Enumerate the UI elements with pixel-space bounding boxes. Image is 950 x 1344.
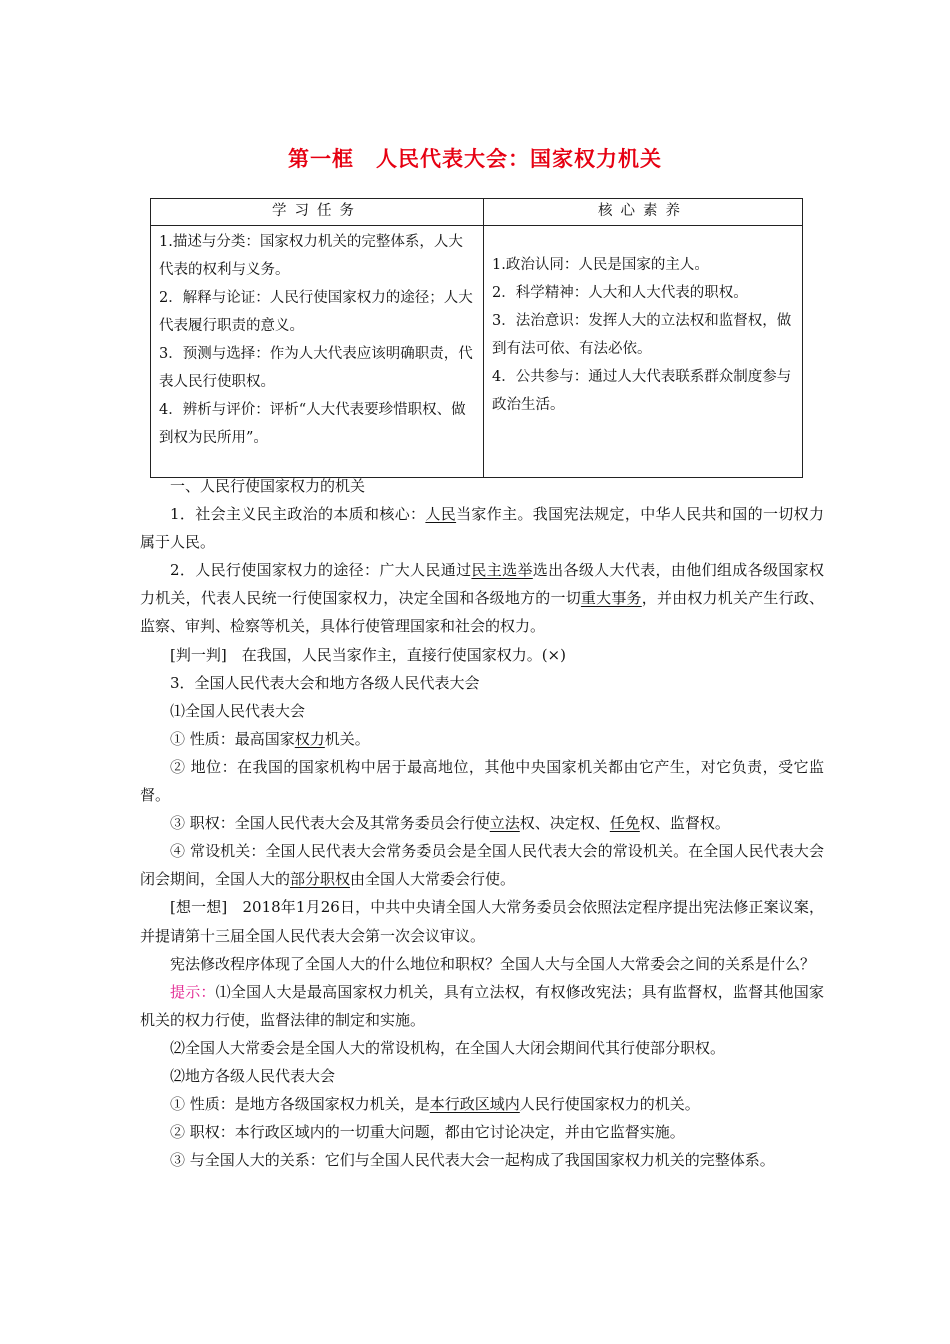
underlined-term: 人民 — [425, 505, 457, 524]
paragraph-channels: 2．人民行使国家权力的途径：广大人民通过民主选举选出各级人大代表，由他们组成各级国家权力机关，代表人民统一行使国家权力，决定全国和各级地方的一切重大事务，并由权力机关产生行政、监察、审判、检察等机关，具体行使管理国家和社会的权力。 — [140, 561, 824, 636]
underlined-term: 民主选举 — [471, 561, 533, 580]
underlined-term: 部分职权 — [290, 870, 351, 889]
section-heading: 一、人民行使国家权力的机关 — [170, 477, 366, 495]
subheading-congresses: 3．全国人民代表大会和地方各级人民代表大会 — [170, 673, 480, 692]
learning-objectives-table — [150, 198, 803, 478]
task-item: 3．预测与选择：作为人大代表应该明确职责，代表人民行使职权。 — [159, 346, 473, 390]
subheading-npc: ⑴全国人民代表大会 — [170, 701, 306, 720]
underlined-term: 权力 — [294, 729, 325, 748]
local-powers: ② 职权：本行政区域内的一切重大问题，都由它讨论决定，并由它监督实施。 — [170, 1123, 685, 1142]
npc-status: ② 地位：在我国的国家机构中居于最高地位，其他中央国家机关都由它产生，对它负责，受它监督。 — [140, 757, 824, 805]
hint-label: 提示： — [170, 982, 216, 1001]
npc-nature: ① 性质：最高国家权力机关。 — [170, 729, 370, 748]
competencies-cell — [484, 226, 803, 478]
local-relationship: ③ 与全国人大的关系：它们与全国人民代表大会一起构成了我国国家权力机关的完整体系。 — [170, 1151, 775, 1170]
hint-paragraph-2: ⑵全国人大常委会是全国人大的常设机构，在全国人大闭会期间代其行使部分职权。 — [170, 1038, 726, 1057]
think-exercise: [想一想] 2018年1月26日，中共中央请全国人大常务委员会依照法定程序提出宪法修正案议案，并提请第十三届全国人民代表大会第一次会议审议。 — [140, 898, 824, 945]
task-item: 1.描述与分类：国家权力机关的完整体系，人大代表的权利与义务。 — [159, 234, 463, 278]
local-nature: ① 性质：是地方各级国家权力机关，是本行政区域内人民行使国家权力的机关。 — [170, 1095, 700, 1114]
task-item: 4．辨析与评价：评析“人大代表要珍惜职权、做到权为民所用”。 — [159, 402, 466, 446]
npc-powers: ③ 职权：全国人民代表大会及其常务委员会行使立法权、决定权、任免权、监督权。 — [170, 814, 730, 833]
tasks-cell — [151, 226, 484, 478]
subheading-local-congress: ⑵地方各级人民代表大会 — [170, 1066, 336, 1085]
underlined-term: 重大事务 — [580, 589, 642, 608]
think-question: 宪法修改程序体现了全国人大的什么地位和职权？全国人大与全国人大常委会之间的关系是什么？ — [170, 954, 816, 973]
table-header-tasks: 学习任务 — [151, 199, 484, 226]
judge-exercise: [判一判] 在我国，人民当家作主，直接行使国家权力。(×) — [170, 645, 566, 664]
paragraph-essence: 1．社会主义民主政治的本质和核心：人民当家作主。我国宪法规定，中华人民共和国的一切权力属于人民。 — [140, 505, 824, 552]
hint-paragraph: 提示：⑴全国人大是最高国家权力机关，具有立法权，有权修改宪法；具有监督权，监督其他国家机关的权力行使，监督法律的制定和实施。 — [140, 982, 824, 1029]
competency-item: 1.政治认同：人民是国家的主人。 — [492, 257, 709, 273]
underlined-term: 本行政区域内 — [429, 1095, 520, 1114]
competency-item: 4．公共参与：通过人大代表联系群众制度参与政治生活。 — [492, 369, 792, 413]
underlined-term: 立法 — [489, 814, 520, 833]
npc-standing-organ: ④ 常设机关：全国人民代表大会常务委员会是全国人民代表大会的常设机关。在全国人民代表大会闭会期间，全国人大的部分职权由全国人大常委会行使。 — [140, 842, 824, 889]
competency-item: 2．科学精神：人大和人大代表的职权。 — [492, 285, 748, 301]
task-item: 2．解释与论证：人民行使国家权力的途径；人大代表履行职责的意义。 — [159, 290, 473, 334]
document-body — [140, 472, 824, 1174]
competency-item: 3．法治意识：发挥人大的立法权和监督权，做到有法可依、有法必依。 — [492, 313, 792, 357]
page-title: 第一框 人民代表大会：国家权力机关 — [288, 147, 662, 171]
table-header-competencies: 核心素养 — [484, 199, 803, 226]
underlined-term: 任免 — [609, 814, 640, 833]
